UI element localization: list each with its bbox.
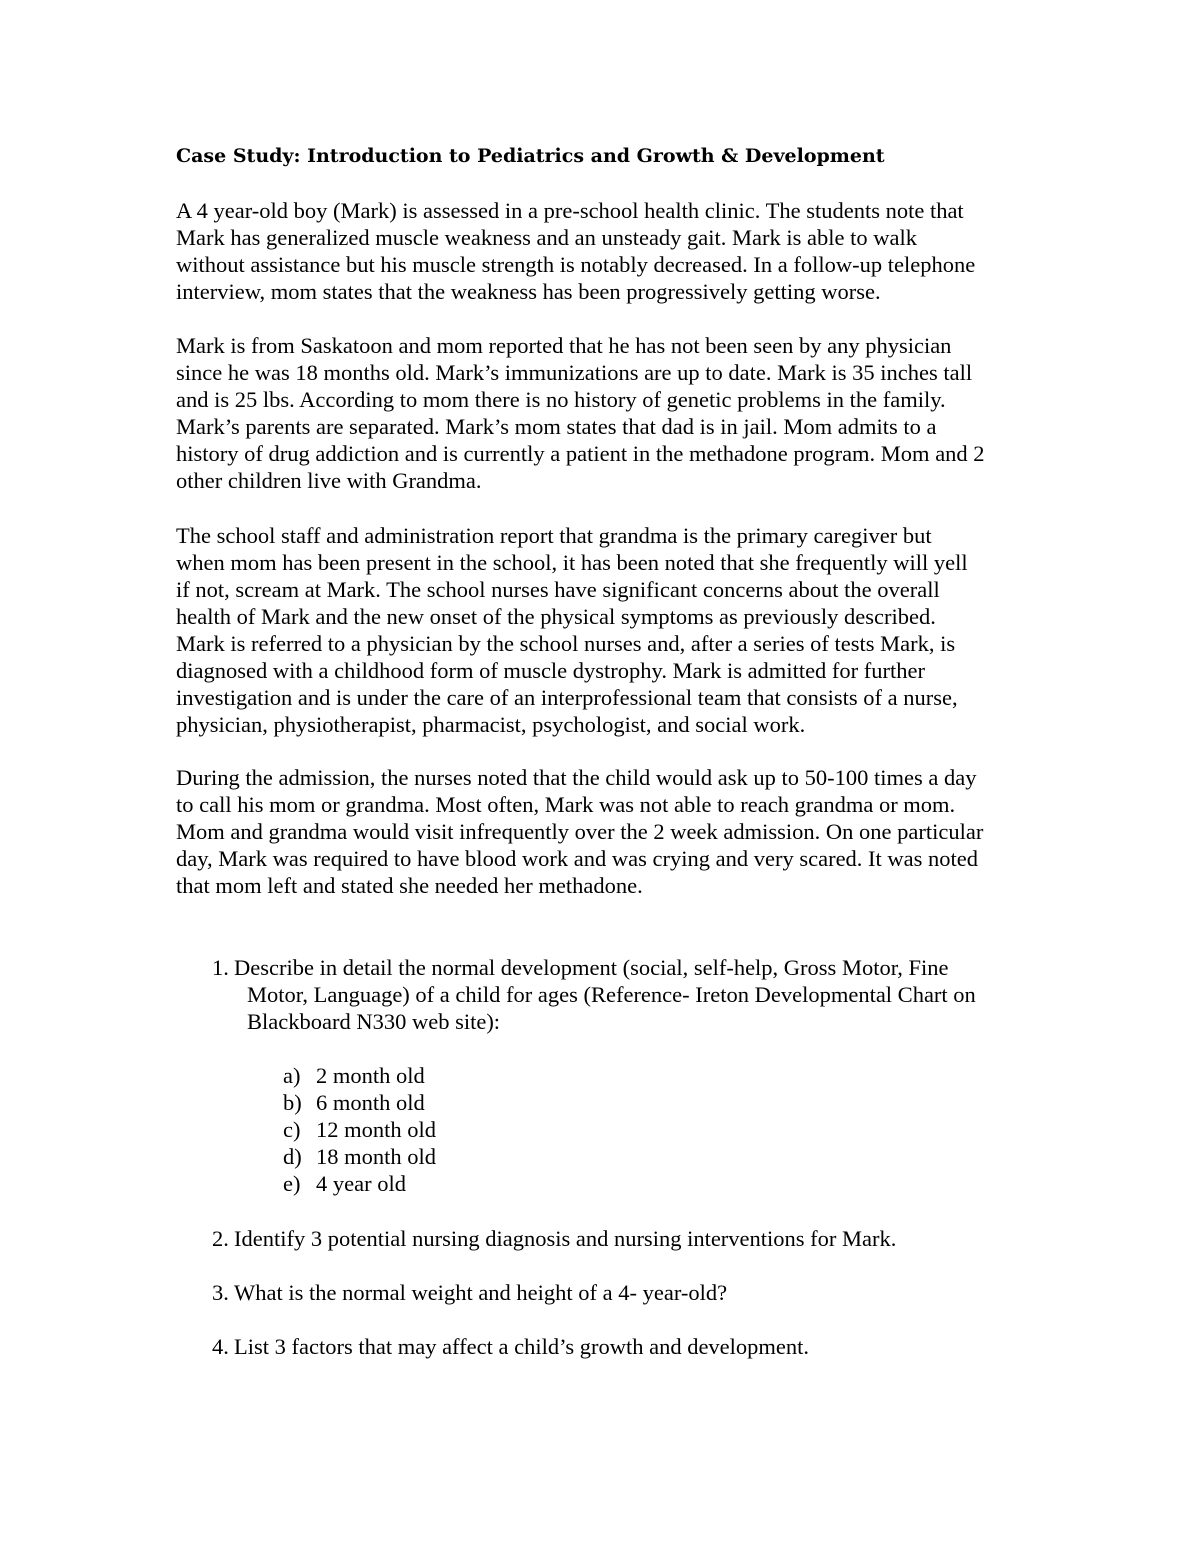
paragraph-school-report: [176, 522, 968, 738]
paragraph-line: if not, scream at Mark. The school nurses have significant concerns about the overall: [176, 577, 940, 602]
paragraph-line: During the admission, the nurses noted that the child would ask up to 50-100 times a day: [176, 765, 977, 790]
paragraph-line: The school staff and administration report that grandma is the primary caregiver but: [176, 523, 932, 548]
paragraph-line: Mom and grandma would visit infrequently over the 2 week admission. On one particular: [176, 819, 984, 844]
sub-item-marker: a): [283, 1063, 301, 1088]
paragraph-line: other children live with Grandma.: [176, 468, 482, 493]
paragraph-line: since he was 18 months old. Mark’s immunizations are up to date. Mark is 35 inches tall: [176, 360, 973, 385]
question-text: List 3 factors that may affect a child’s growth and development.: [234, 1334, 810, 1359]
question-text: What is the normal weight and height of a 4- year-old?: [234, 1280, 728, 1305]
paragraph-line: to call his mom or grandma. Most often, Mark was not able to reach grandma or mom.: [176, 792, 956, 817]
question-text: Motor, Language) of a child for ages (Reference- Ireton Developmental Chart on: [247, 982, 976, 1007]
sub-item-text: 2 month old: [316, 1063, 425, 1088]
paragraph-line: health of Mark and the new onset of the physical symptoms as previously described.: [176, 604, 936, 629]
paragraph-line: Mark has generalized muscle weakness and an unsteady gait. Mark is able to walk: [176, 225, 918, 250]
question-text: Blackboard N330 web site):: [247, 1009, 501, 1034]
question-number: 3.: [212, 1280, 229, 1305]
paragraph-line: without assistance but his muscle strength is notably decreased. In a follow-up telephone: [176, 252, 976, 277]
paragraph-line: Mark’s parents are separated. Mark’s mom states that dad is in jail. Mom admits to a: [176, 414, 937, 439]
sub-item-text: 18 month old: [316, 1144, 437, 1169]
paragraph-line: Mark is from Saskatoon and mom reported that he has not been seen by any physician: [176, 333, 952, 358]
paragraph-line: Mark is referred to a physician by the school nurses and, after a series of tests Mark, is: [176, 631, 956, 656]
question-number: 4.: [212, 1334, 229, 1359]
sub-item-marker: c): [283, 1117, 301, 1142]
paragraph-line: investigation and is under the care of an interprofessional team that consists of a nurse,: [176, 685, 958, 710]
sub-item-marker: d): [283, 1144, 302, 1169]
sub-item-text: 4 year old: [316, 1171, 406, 1196]
question-number: 1.: [212, 955, 229, 980]
sub-item-marker: e): [283, 1171, 301, 1196]
sub-item-marker: b): [283, 1090, 302, 1115]
question-text: Describe in detail the normal development (social, self-help, Gross Motor, Fine: [234, 955, 949, 980]
sub-item-text: 12 month old: [316, 1117, 437, 1142]
sub-item-text: 6 month old: [316, 1090, 425, 1115]
paragraph-line: physician, physiotherapist, pharmacist, psychologist, and social work.: [176, 712, 806, 737]
paragraph-line: when mom has been present in the school, it has been noted that she frequently will yell: [176, 550, 968, 575]
paragraph-line: history of drug addiction and is currently a patient in the methadone program. Mom and 2: [176, 441, 985, 466]
paragraph-line: interview, mom states that the weakness has been progressively getting worse.: [176, 279, 881, 304]
paragraph-line: A 4 year-old boy (Mark) is assessed in a pre-school health clinic. The students note that: [176, 198, 964, 223]
paragraph-admission: [176, 764, 983, 899]
question-text: Identify 3 potential nursing diagnosis and nursing interventions for Mark.: [234, 1226, 897, 1251]
paragraph-background: [176, 332, 985, 494]
paragraph-line: and is 25 lbs. According to mom there is no history of genetic problems in the family.: [176, 387, 946, 412]
paragraph-line: diagnosed with a childhood form of muscle dystrophy. Mark is admitted for further: [176, 658, 926, 683]
paragraph-intro: [176, 197, 975, 305]
paragraph-line: day, Mark was required to have blood work and was crying and very scared. It was noted: [176, 846, 979, 871]
document-title: Case Study: Introduction to Pediatrics and Growth & Development: [176, 145, 885, 167]
question-number: 2.: [212, 1226, 229, 1251]
paragraph-line: that mom left and stated she needed her methadone.: [176, 873, 643, 898]
